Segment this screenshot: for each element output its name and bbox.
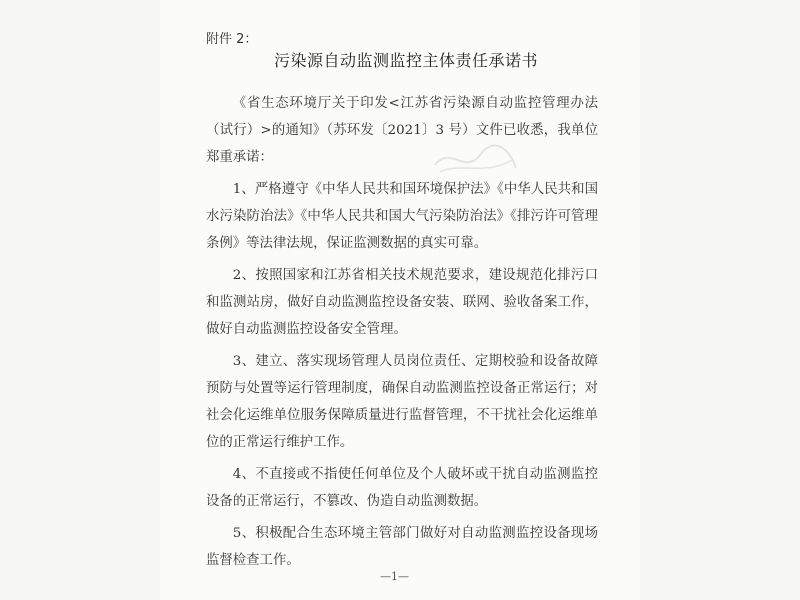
commitment-item-1: 1、严格遵守《中华人民共和国环境保护法》《中华人民共和国水污染防治法》《中华人民共和国大气污染防治法》《排污许可管理条例》等法律法规，保证监测数据的真实可靠。 [206, 182, 598, 251]
document-title: 污染源自动监测监控主体责任承诺书 [274, 51, 539, 70]
intro-paragraph: 《省生态环境厅关于印发<江苏省污染源自动监控管理办法（试行）>的通知》（苏环发〔2021〕3 号）文件已收悉，我单位郑重承诺： [206, 96, 598, 165]
commitment-item-4: 4、不直接或不指使任何单位及个人破坏或干扰自动监测监控设备的正常运行，不篡改、伪造自动监测数据。 [206, 467, 598, 509]
page-number: —1— [380, 570, 409, 583]
document-body [206, 90, 598, 579]
commitment-item-5: 5、积极配合生态环境主管部门做好对自动监测监控设备现场监督检查工作。 [206, 526, 598, 568]
attachment-label: 附件 2： [206, 32, 258, 47]
commitment-item-2: 2、按照国家和江苏省相关技术规范要求，建设规范化排污口和监测站房，做好自动监测监控设备安装、联网、验收备案工作，做好自动监测监控设备安全管理。 [206, 268, 598, 337]
commitment-item-3: 3、建立、落实现场管理人员岗位责任、定期校验和设备故障预防与处置等运行管理制度，确保自动监测监控设备正常运行；对社会化运维单位服务保障质量进行监督管理，不干扰社会化运维单位的正常运行维护工作。 [206, 354, 598, 450]
